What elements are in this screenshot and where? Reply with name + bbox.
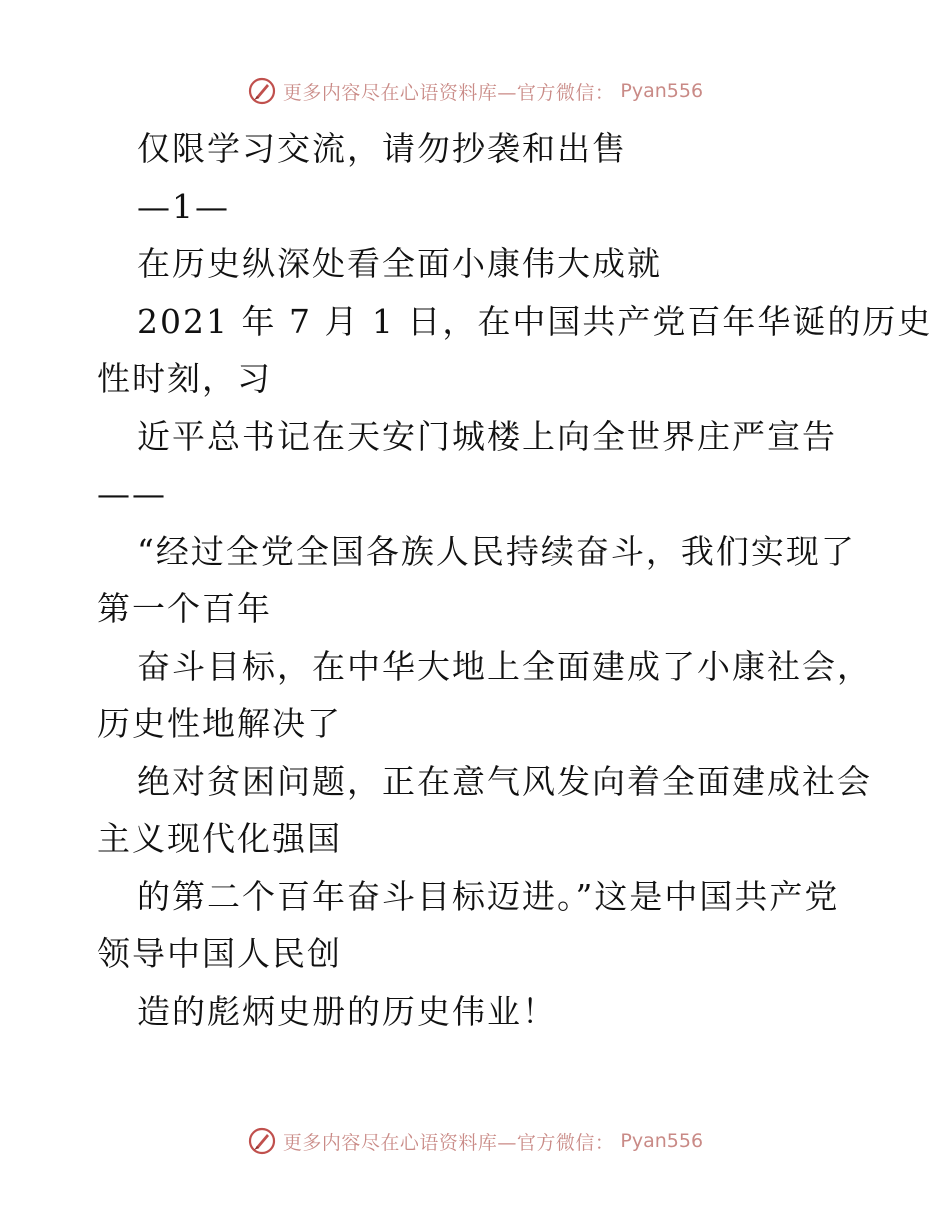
footer-watermark [0, 1124, 950, 1158]
text-line: 第一个百年 [97, 589, 272, 628]
pen-feather-logo-icon [247, 1126, 277, 1156]
text-line: 历史性地解决了 [97, 704, 342, 743]
document-body [97, 120, 933, 1040]
text-line: 仅限学习交流，请勿抄袭和出售 [137, 129, 627, 168]
text-line: 2021 年 7 月 1 日，在中国共产党百年华诞的历史 [137, 301, 933, 341]
text-line: 奋斗目标，在中华大地上全面建成了小康社会， [137, 646, 872, 686]
text-line: —— [97, 474, 167, 513]
watermark-text: 更多内容尽在心语资料库—官方微信： [282, 81, 615, 104]
watermark-handle: Pyan556 [620, 1130, 704, 1152]
watermark-handle: Pyan556 [620, 80, 704, 102]
pen-feather-logo-icon [247, 76, 277, 106]
text-line: 近平总书记在天安门城楼上向全世界庄严宣告 [137, 416, 837, 456]
text-line: “经过全党全国各族人民持续奋斗，我们实现了 [137, 531, 856, 571]
text-line: 领导中国人民创 [97, 934, 342, 973]
text-line: 在历史纵深处看全面小康伟大成就 [137, 244, 662, 283]
text-line: 造的彪炳史册的历史伟业！ [137, 991, 557, 1031]
text-line: 主义现代化强国 [97, 819, 342, 858]
text-line: 绝对贫困问题，正在意气风发向着全面建成社会 [137, 761, 872, 801]
text-line: 的第二个百年奋斗目标迈进。”这是中国共产党 [137, 876, 840, 916]
watermark-text: 更多内容尽在心语资料库—官方微信： [282, 1131, 615, 1154]
text-line: —1— [137, 186, 230, 226]
header-watermark [0, 74, 950, 108]
text-line: 性时刻，习 [97, 359, 272, 398]
